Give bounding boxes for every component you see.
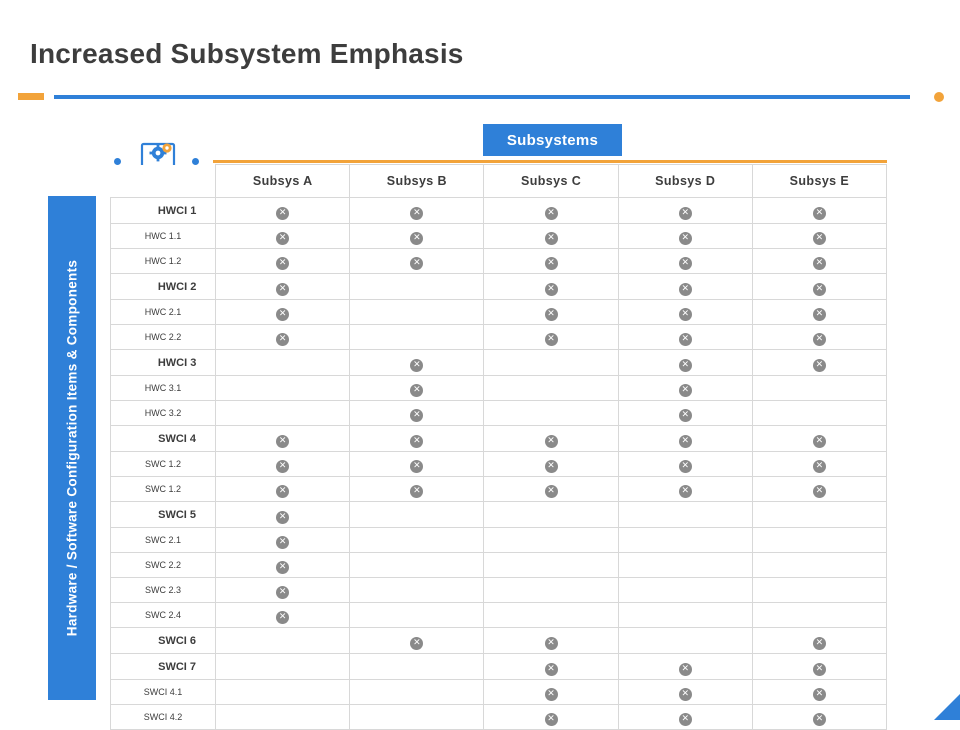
cross-icon: ✕ bbox=[813, 460, 826, 473]
matrix-cell-marked bbox=[350, 452, 484, 477]
matrix-cell-marked bbox=[618, 198, 752, 224]
cross-icon: ✕ bbox=[276, 207, 289, 220]
matrix-cell-marked bbox=[216, 224, 350, 249]
matrix-cell-empty bbox=[350, 300, 484, 325]
matrix-cell-empty bbox=[350, 274, 484, 300]
cross-icon: ✕ bbox=[545, 232, 558, 245]
cross-icon: ✕ bbox=[276, 586, 289, 599]
row-label: SWC 2.3 bbox=[111, 578, 216, 603]
cross-icon: ✕ bbox=[410, 232, 423, 245]
cross-icon: ✕ bbox=[679, 283, 692, 296]
cross-icon: ✕ bbox=[679, 359, 692, 372]
column-header-subsys-d: Subsys D bbox=[618, 165, 752, 198]
table-header-row bbox=[111, 165, 887, 198]
matrix-cell-marked bbox=[752, 249, 886, 274]
cross-icon: ✕ bbox=[679, 409, 692, 422]
matrix-cell-marked bbox=[216, 325, 350, 350]
matrix-cell-marked bbox=[618, 350, 752, 376]
table-row bbox=[111, 654, 887, 680]
matrix-cell-empty bbox=[752, 578, 886, 603]
row-label: HWCI 2 bbox=[111, 274, 216, 300]
cross-icon: ✕ bbox=[679, 308, 692, 321]
table-header bbox=[111, 165, 887, 198]
row-label: SWC 2.2 bbox=[111, 553, 216, 578]
matrix-cell-marked bbox=[618, 477, 752, 502]
cross-icon: ✕ bbox=[679, 435, 692, 448]
cross-icon: ✕ bbox=[276, 611, 289, 624]
cross-icon: ✕ bbox=[545, 283, 558, 296]
row-label: SWCI 6 bbox=[111, 628, 216, 654]
cross-icon: ✕ bbox=[545, 713, 558, 726]
matrix-cell-marked bbox=[752, 452, 886, 477]
matrix-cell-marked bbox=[216, 502, 350, 528]
row-label: SWC 2.1 bbox=[111, 528, 216, 553]
matrix-cell-empty bbox=[350, 325, 484, 350]
row-label: SWCI 4.2 bbox=[111, 705, 216, 730]
matrix-cell-empty bbox=[216, 680, 350, 705]
row-label: HWC 3.1 bbox=[111, 376, 216, 401]
matrix-cell-empty bbox=[484, 376, 618, 401]
matrix-cell-marked bbox=[618, 300, 752, 325]
matrix-cell-marked bbox=[216, 578, 350, 603]
matrix-cell-marked bbox=[484, 680, 618, 705]
matrix-cell-marked bbox=[350, 628, 484, 654]
table-row bbox=[111, 452, 887, 477]
cross-icon: ✕ bbox=[813, 485, 826, 498]
matrix-cell-marked bbox=[484, 705, 618, 730]
matrix-cell-marked bbox=[752, 680, 886, 705]
cross-icon: ✕ bbox=[813, 637, 826, 650]
table-row bbox=[111, 401, 887, 426]
cross-icon: ✕ bbox=[410, 485, 423, 498]
matrix-cell-empty bbox=[752, 502, 886, 528]
matrix-cell-empty bbox=[484, 553, 618, 578]
table-row bbox=[111, 680, 887, 705]
matrix-cell-empty bbox=[216, 401, 350, 426]
matrix-cell-marked bbox=[216, 528, 350, 553]
matrix-cell-marked bbox=[752, 426, 886, 452]
matrix-cell-marked bbox=[350, 376, 484, 401]
cross-icon: ✕ bbox=[679, 713, 692, 726]
cross-icon: ✕ bbox=[545, 688, 558, 701]
cross-icon: ✕ bbox=[276, 511, 289, 524]
matrix-cell-marked bbox=[618, 401, 752, 426]
cross-icon: ✕ bbox=[679, 663, 692, 676]
column-header-subsys-e: Subsys E bbox=[752, 165, 886, 198]
matrix-cell-marked bbox=[350, 477, 484, 502]
vertical-axis-label bbox=[48, 196, 96, 700]
matrix-cell-marked bbox=[216, 603, 350, 628]
cross-icon: ✕ bbox=[545, 637, 558, 650]
table-body bbox=[111, 198, 887, 730]
matrix-cell-marked bbox=[752, 350, 886, 376]
matrix-cell-empty bbox=[350, 603, 484, 628]
cross-icon: ✕ bbox=[410, 409, 423, 422]
matrix-cell-marked bbox=[752, 274, 886, 300]
matrix-cell-empty bbox=[216, 705, 350, 730]
matrix-cell-marked bbox=[752, 224, 886, 249]
matrix-cell-empty bbox=[484, 578, 618, 603]
row-label: HWC 3.2 bbox=[111, 401, 216, 426]
cross-icon: ✕ bbox=[276, 485, 289, 498]
row-label: SWCI 4 bbox=[111, 426, 216, 452]
matrix-cell-marked bbox=[484, 654, 618, 680]
cross-icon: ✕ bbox=[679, 257, 692, 270]
matrix-cell-empty bbox=[752, 603, 886, 628]
table-row bbox=[111, 578, 887, 603]
table-row bbox=[111, 300, 887, 325]
matrix-cell-empty bbox=[216, 628, 350, 654]
page-title: Increased Subsystem Emphasis bbox=[30, 38, 464, 69]
cross-icon: ✕ bbox=[679, 232, 692, 245]
matrix-cell-marked bbox=[216, 249, 350, 274]
matrix-cell-marked bbox=[484, 325, 618, 350]
matrix-cell-marked bbox=[484, 274, 618, 300]
matrix-cell-empty bbox=[350, 705, 484, 730]
matrix-cell-empty bbox=[484, 502, 618, 528]
cross-icon: ✕ bbox=[813, 207, 826, 220]
matrix-cell-marked bbox=[618, 325, 752, 350]
cross-icon: ✕ bbox=[545, 460, 558, 473]
matrix-cell-marked bbox=[484, 477, 618, 502]
matrix-cell-empty bbox=[216, 654, 350, 680]
matrix-cell-marked bbox=[216, 426, 350, 452]
row-label: HWC 1.1 bbox=[111, 224, 216, 249]
column-header-subsys-b: Subsys B bbox=[350, 165, 484, 198]
matrix-cell-marked bbox=[216, 198, 350, 224]
divider-right-dot bbox=[934, 92, 944, 102]
cross-icon: ✕ bbox=[813, 713, 826, 726]
matrix-cell-marked bbox=[484, 452, 618, 477]
cross-icon: ✕ bbox=[545, 207, 558, 220]
cross-icon: ✕ bbox=[679, 688, 692, 701]
matrix-cell-marked bbox=[752, 705, 886, 730]
cross-icon: ✕ bbox=[813, 308, 826, 321]
divider-bar bbox=[54, 95, 910, 99]
matrix-cell-marked bbox=[350, 350, 484, 376]
matrix-cell-marked bbox=[216, 452, 350, 477]
matrix-cell-marked bbox=[752, 300, 886, 325]
matrix-cell-empty bbox=[752, 376, 886, 401]
matrix-cell-empty bbox=[350, 502, 484, 528]
matrix-cell-empty bbox=[484, 603, 618, 628]
matrix-cell-marked bbox=[618, 224, 752, 249]
cross-icon: ✕ bbox=[276, 333, 289, 346]
cross-icon: ✕ bbox=[410, 207, 423, 220]
matrix-cell-marked bbox=[618, 376, 752, 401]
matrix-cell-marked bbox=[484, 426, 618, 452]
matrix-cell-empty bbox=[618, 578, 752, 603]
matrix-cell-empty bbox=[350, 578, 484, 603]
matrix-cell-marked bbox=[618, 452, 752, 477]
table-row bbox=[111, 528, 887, 553]
table-row bbox=[111, 198, 887, 224]
matrix-cell-marked bbox=[752, 628, 886, 654]
cross-icon: ✕ bbox=[276, 232, 289, 245]
matrix-cell-marked bbox=[350, 426, 484, 452]
cross-icon: ✕ bbox=[545, 257, 558, 270]
matrix-cell-empty bbox=[484, 401, 618, 426]
matrix-cell-empty bbox=[618, 553, 752, 578]
matrix-cell-marked bbox=[216, 274, 350, 300]
table-row bbox=[111, 477, 887, 502]
table-row bbox=[111, 224, 887, 249]
matrix-cell-empty bbox=[752, 528, 886, 553]
table-corner-cell bbox=[111, 165, 216, 198]
column-header-subsys-c: Subsys C bbox=[484, 165, 618, 198]
matrix-cell-marked bbox=[618, 249, 752, 274]
column-header-subsys-a: Subsys A bbox=[216, 165, 350, 198]
table-row bbox=[111, 502, 887, 528]
cross-icon: ✕ bbox=[545, 485, 558, 498]
matrix-cell-empty bbox=[350, 680, 484, 705]
matrix-cell-empty bbox=[216, 350, 350, 376]
cross-icon: ✕ bbox=[679, 460, 692, 473]
row-label: HWCI 3 bbox=[111, 350, 216, 376]
matrix-cell-marked bbox=[618, 680, 752, 705]
subsystem-matrix-table bbox=[110, 164, 887, 730]
matrix-cell-marked bbox=[484, 198, 618, 224]
cross-icon: ✕ bbox=[813, 435, 826, 448]
row-label: HWC 2.1 bbox=[111, 300, 216, 325]
table-row bbox=[111, 553, 887, 578]
matrix-cell-marked bbox=[484, 300, 618, 325]
matrix-cell-empty bbox=[350, 528, 484, 553]
matrix-cell-marked bbox=[618, 426, 752, 452]
row-label: SWC 1.2 bbox=[111, 452, 216, 477]
matrix-cell-marked bbox=[484, 249, 618, 274]
matrix-cell-empty bbox=[350, 553, 484, 578]
matrix-cell-marked bbox=[752, 198, 886, 224]
matrix-cell-marked bbox=[350, 249, 484, 274]
cross-icon: ✕ bbox=[276, 435, 289, 448]
row-label: SWCI 5 bbox=[111, 502, 216, 528]
table-row bbox=[111, 376, 887, 401]
table-row bbox=[111, 705, 887, 730]
matrix-cell-marked bbox=[618, 654, 752, 680]
matrix-cell-empty bbox=[484, 350, 618, 376]
table-row bbox=[111, 325, 887, 350]
cross-icon: ✕ bbox=[276, 283, 289, 296]
matrix-cell-marked bbox=[618, 705, 752, 730]
table-row bbox=[111, 350, 887, 376]
cross-icon: ✕ bbox=[410, 460, 423, 473]
table-row bbox=[111, 274, 887, 300]
table-row bbox=[111, 249, 887, 274]
title-divider bbox=[18, 92, 944, 102]
corner-decoration bbox=[934, 694, 960, 720]
matrix-cell-empty bbox=[618, 502, 752, 528]
cross-icon: ✕ bbox=[545, 435, 558, 448]
row-label: SWC 2.4 bbox=[111, 603, 216, 628]
matrix-cell-empty bbox=[216, 376, 350, 401]
matrix-cell-empty bbox=[350, 654, 484, 680]
cross-icon: ✕ bbox=[276, 460, 289, 473]
subsystems-header-chip: Subsystems bbox=[483, 124, 622, 156]
cross-icon: ✕ bbox=[679, 384, 692, 397]
cross-icon: ✕ bbox=[545, 663, 558, 676]
cross-icon: ✕ bbox=[545, 333, 558, 346]
matrix-cell-marked bbox=[216, 553, 350, 578]
cross-icon: ✕ bbox=[410, 384, 423, 397]
cross-icon: ✕ bbox=[679, 207, 692, 220]
matrix-cell-marked bbox=[350, 224, 484, 249]
cross-icon: ✕ bbox=[679, 485, 692, 498]
cross-icon: ✕ bbox=[813, 283, 826, 296]
cross-icon: ✕ bbox=[410, 435, 423, 448]
row-label: SWC 1.2 bbox=[111, 477, 216, 502]
divider-left-cap bbox=[18, 93, 44, 100]
cross-icon: ✕ bbox=[410, 637, 423, 650]
cross-icon: ✕ bbox=[276, 308, 289, 321]
cross-icon: ✕ bbox=[813, 257, 826, 270]
row-label: HWC 2.2 bbox=[111, 325, 216, 350]
matrix-cell-marked bbox=[752, 325, 886, 350]
cross-icon: ✕ bbox=[276, 257, 289, 270]
matrix-cell-empty bbox=[752, 401, 886, 426]
matrix-cell-marked bbox=[216, 300, 350, 325]
cross-icon: ✕ bbox=[545, 308, 558, 321]
cross-icon: ✕ bbox=[276, 561, 289, 574]
matrix-cell-marked bbox=[752, 654, 886, 680]
cross-icon: ✕ bbox=[813, 232, 826, 245]
cross-icon: ✕ bbox=[410, 257, 423, 270]
matrix-cell-marked bbox=[752, 477, 886, 502]
matrix-cell-empty bbox=[484, 528, 618, 553]
row-label: HWCI 1 bbox=[111, 198, 216, 224]
matrix-cell-empty bbox=[618, 603, 752, 628]
cross-icon: ✕ bbox=[813, 663, 826, 676]
matrix-cell-empty bbox=[752, 553, 886, 578]
cross-icon: ✕ bbox=[813, 688, 826, 701]
matrix-cell-marked bbox=[350, 198, 484, 224]
table-row bbox=[111, 603, 887, 628]
table-row bbox=[111, 426, 887, 452]
matrix-cell-empty bbox=[618, 628, 752, 654]
vertical-axis-label-text: Hardware / Software Configuration Items & Components bbox=[64, 259, 80, 637]
cross-icon: ✕ bbox=[410, 359, 423, 372]
matrix-cell-marked bbox=[350, 401, 484, 426]
cross-icon: ✕ bbox=[679, 333, 692, 346]
matrix-cell-empty bbox=[618, 528, 752, 553]
matrix-cell-marked bbox=[216, 477, 350, 502]
row-label: SWCI 4.1 bbox=[111, 680, 216, 705]
matrix-cell-marked bbox=[618, 274, 752, 300]
matrix-cell-marked bbox=[484, 224, 618, 249]
row-label: HWC 1.2 bbox=[111, 249, 216, 274]
table-top-rule bbox=[213, 160, 887, 163]
cross-icon: ✕ bbox=[813, 333, 826, 346]
matrix-cell-marked bbox=[484, 628, 618, 654]
cross-icon: ✕ bbox=[276, 536, 289, 549]
matrix-table-container bbox=[110, 164, 887, 724]
table-row bbox=[111, 628, 887, 654]
row-label: SWCI 7 bbox=[111, 654, 216, 680]
cross-icon: ✕ bbox=[813, 359, 826, 372]
